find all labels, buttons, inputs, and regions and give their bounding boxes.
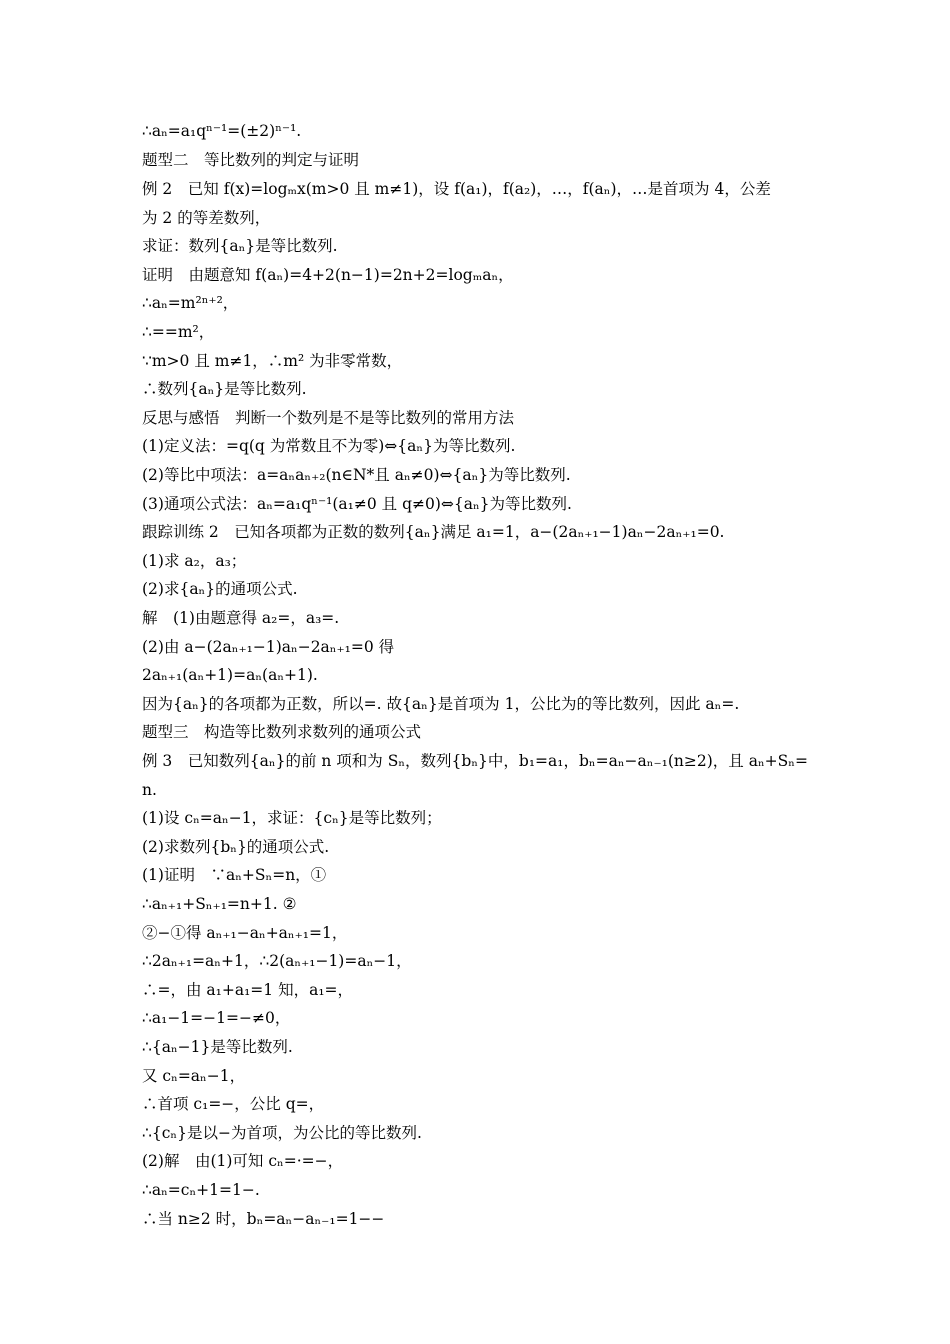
text-line: (2)解 由(1)可知 cₙ=·=−，: [142, 1152, 344, 1170]
text-line: ∴aₙ=m²ⁿ⁺²，: [142, 294, 239, 312]
text-line: 又 cₙ=aₙ−1，: [142, 1067, 246, 1085]
section-heading: 题型二 等比数列的判定与证明: [142, 151, 360, 169]
text-line: (2)等比中项法：a=aₙaₙ₊₂(n∈N*且 aₙ≠0)⇔{aₙ}为等比数列.: [142, 466, 571, 484]
section-heading: 反思与感悟 判断一个数列是不是等比数列的常用方法: [142, 409, 515, 427]
text-line: 解 (1)由题意得 a₂=，a₃=.: [142, 609, 340, 627]
text-line: ∴{cₙ}是以−为首项，为公比的等比数列.: [142, 1124, 422, 1142]
text-line: ∴当 n≥2 时，bₙ=aₙ−aₙ₋₁=1−−: [142, 1210, 385, 1228]
text-line: ②−①得 aₙ₊₁−aₙ+aₙ₊₁=1，: [142, 924, 348, 942]
text-line: ∴==m²，: [142, 323, 215, 341]
text-line: 证明 由题意知 f(aₙ)=4+2(n−1)=2n+2=logₘaₙ，: [142, 266, 514, 284]
text-line: ∴数列{aₙ}是等比数列.: [142, 380, 307, 398]
text-line: (2)由 a−(2aₙ₊₁−1)aₙ−2aₙ₊₁=0 得: [142, 638, 395, 656]
text-line: ∴a₁−1=−1=−≠0，: [142, 1009, 291, 1027]
text-line: ∵m>0 且 m≠1，∴m² 为非零常数，: [142, 352, 403, 370]
text-line: 求证：数列{aₙ}是等比数列.: [142, 237, 338, 255]
text-line: ∴aₙ=a₁qⁿ⁻¹=(±2)ⁿ⁻¹.: [142, 122, 302, 140]
text-line: ∴aₙ₊₁+Sₙ₊₁=n+1. ②: [142, 895, 297, 913]
text-line: 例 2 已知 f(x)=logₘx(m>0 且 m≠1)，设 f(a₁)，f(a₂)，…，f(aₙ)，…是首项为 4，公差: [142, 180, 771, 198]
text-line: (1)证明 ∵aₙ+Sₙ=n，①: [142, 866, 327, 884]
text-line: (3)通项公式法：aₙ=a₁qⁿ⁻¹(a₁≠0 且 q≠0)⇔{aₙ}为等比数列.: [142, 495, 572, 513]
text-line: (1)求 a₂，a₃；: [142, 552, 247, 570]
text-line: (1)定义法：=q(q 为常数且不为零)⇔{aₙ}为等比数列.: [142, 437, 516, 455]
text-line: (2)求{aₙ}的通项公式.: [142, 580, 298, 598]
text-line: ∴aₙ=cₙ+1=1−.: [142, 1181, 260, 1199]
text-line: n.: [142, 781, 157, 799]
text-line: 跟踪训练 2 已知各项都为正数的数列{aₙ}满足 a₁=1，a−(2aₙ₊₁−1)aₙ−2aₙ₊₁=0.: [142, 523, 725, 541]
text-line: ∴2aₙ₊₁=aₙ+1，∴2(aₙ₊₁−1)=aₙ−1，: [142, 952, 412, 970]
text-line: ∴=，由 a₁+a₁=1 知，a₁=，: [142, 981, 354, 999]
text-line: (2)求数列{bₙ}的通项公式.: [142, 838, 330, 856]
text-line: 因为{aₙ}的各项都为正数，所以=. 故{aₙ}是首项为 1，公比为的等比数列，因此 aₙ=.: [142, 695, 740, 713]
text-line: 例 3 已知数列{aₙ}的前 n 项和为 Sₙ，数列{bₙ}中，b₁=a₁，bₙ=aₙ−aₙ₋₁(n≥2)，且 aₙ+Sₙ=: [142, 752, 808, 770]
text-line: 2aₙ₊₁(aₙ+1)=aₙ(aₙ+1).: [142, 666, 318, 684]
text-line: 为 2 的等差数列，: [142, 209, 271, 227]
text-line: ∴首项 c₁=−，公比 q=，: [142, 1095, 325, 1113]
section-heading: 题型三 构造等比数列求数列的通项公式: [142, 723, 422, 741]
text-line: ∴{aₙ−1}是等比数列.: [142, 1038, 293, 1056]
text-line: (1)设 cₙ=aₙ−1，求证：{cₙ}是等比数列；: [142, 809, 442, 827]
